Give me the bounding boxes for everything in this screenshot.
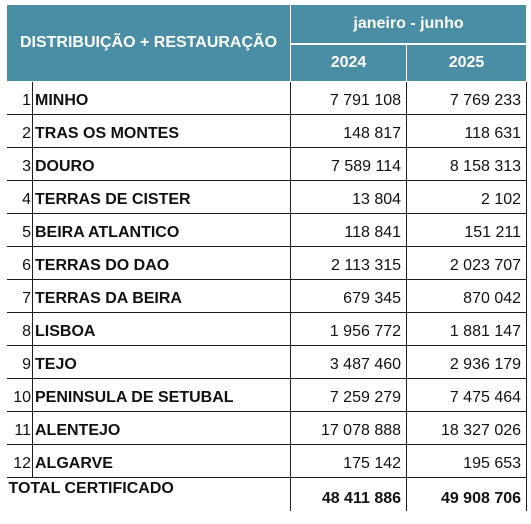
region-name: PENINSULA DE SETUBAL	[33, 379, 291, 412]
region-name: ALGARVE	[33, 445, 291, 478]
value-2024: 148 817	[291, 115, 407, 148]
table-row	[7, 412, 527, 445]
table-row	[7, 181, 527, 214]
value-2025: 2 936 179	[407, 346, 527, 379]
table-row	[7, 313, 527, 346]
value-2024: 1 956 772	[291, 313, 407, 346]
value-2025: 870 042	[407, 280, 527, 313]
table-row	[7, 115, 527, 148]
total-2024: 48 411 886	[291, 478, 407, 511]
row-number: 12	[7, 445, 33, 478]
table-row	[7, 280, 527, 313]
value-2025: 7 769 233	[407, 82, 527, 115]
region-name: MINHO	[33, 82, 291, 115]
table-title: DISTRIBUIÇÃO + RESTAURAÇÃO	[7, 5, 291, 82]
region-name: BEIRA ATLANTICO	[33, 214, 291, 247]
value-2025: 18 327 026	[407, 412, 527, 445]
value-2024: 7 589 114	[291, 148, 407, 181]
value-2024: 7 791 108	[291, 82, 407, 115]
table-row	[7, 379, 527, 412]
region-name: TERRAS DA BEIRA	[33, 280, 291, 313]
value-2025: 118 631	[407, 115, 527, 148]
row-number: 5	[7, 214, 33, 247]
total-label: TOTAL CERTIFICADO	[7, 478, 291, 511]
row-number: 2	[7, 115, 33, 148]
region-name: LISBOA	[33, 313, 291, 346]
value-2025: 2 023 707	[407, 247, 527, 280]
value-2024: 175 142	[291, 445, 407, 478]
region-name: TRAS OS MONTES	[33, 115, 291, 148]
year-2025-header: 2025	[407, 44, 527, 82]
region-name: TERRAS DE CISTER	[33, 181, 291, 214]
value-2024: 7 259 279	[291, 379, 407, 412]
region-name: ALENTEJO	[33, 412, 291, 445]
row-number: 4	[7, 181, 33, 214]
value-2024: 13 804	[291, 181, 407, 214]
value-2024: 2 113 315	[291, 247, 407, 280]
region-name: DOURO	[33, 148, 291, 181]
value-2024: 17 078 888	[291, 412, 407, 445]
row-number: 7	[7, 280, 33, 313]
table-row	[7, 214, 527, 247]
row-number: 1	[7, 82, 33, 115]
region-name: TERRAS DO DAO	[33, 247, 291, 280]
value-2025: 151 211	[407, 214, 527, 247]
table-row	[7, 82, 527, 115]
region-name: TEJO	[33, 346, 291, 379]
row-number: 8	[7, 313, 33, 346]
value-2024: 679 345	[291, 280, 407, 313]
table-row	[7, 346, 527, 379]
table-row	[7, 247, 527, 280]
total-row	[7, 478, 527, 511]
total-2025: 49 908 706	[407, 478, 527, 511]
table-row	[7, 148, 527, 181]
value-2025: 1 881 147	[407, 313, 527, 346]
period-header: janeiro - junho	[291, 5, 527, 45]
certification-table	[6, 4, 527, 511]
row-number: 10	[7, 379, 33, 412]
year-2024-header: 2024	[291, 44, 407, 82]
value-2025: 8 158 313	[407, 148, 527, 181]
value-2024: 3 487 460	[291, 346, 407, 379]
row-number: 6	[7, 247, 33, 280]
row-number: 11	[7, 412, 33, 445]
row-number: 9	[7, 346, 33, 379]
row-number: 3	[7, 148, 33, 181]
table-body	[7, 82, 527, 511]
value-2024: 118 841	[291, 214, 407, 247]
value-2025: 7 475 464	[407, 379, 527, 412]
value-2025: 2 102	[407, 181, 527, 214]
table-row	[7, 445, 527, 478]
value-2025: 195 653	[407, 445, 527, 478]
